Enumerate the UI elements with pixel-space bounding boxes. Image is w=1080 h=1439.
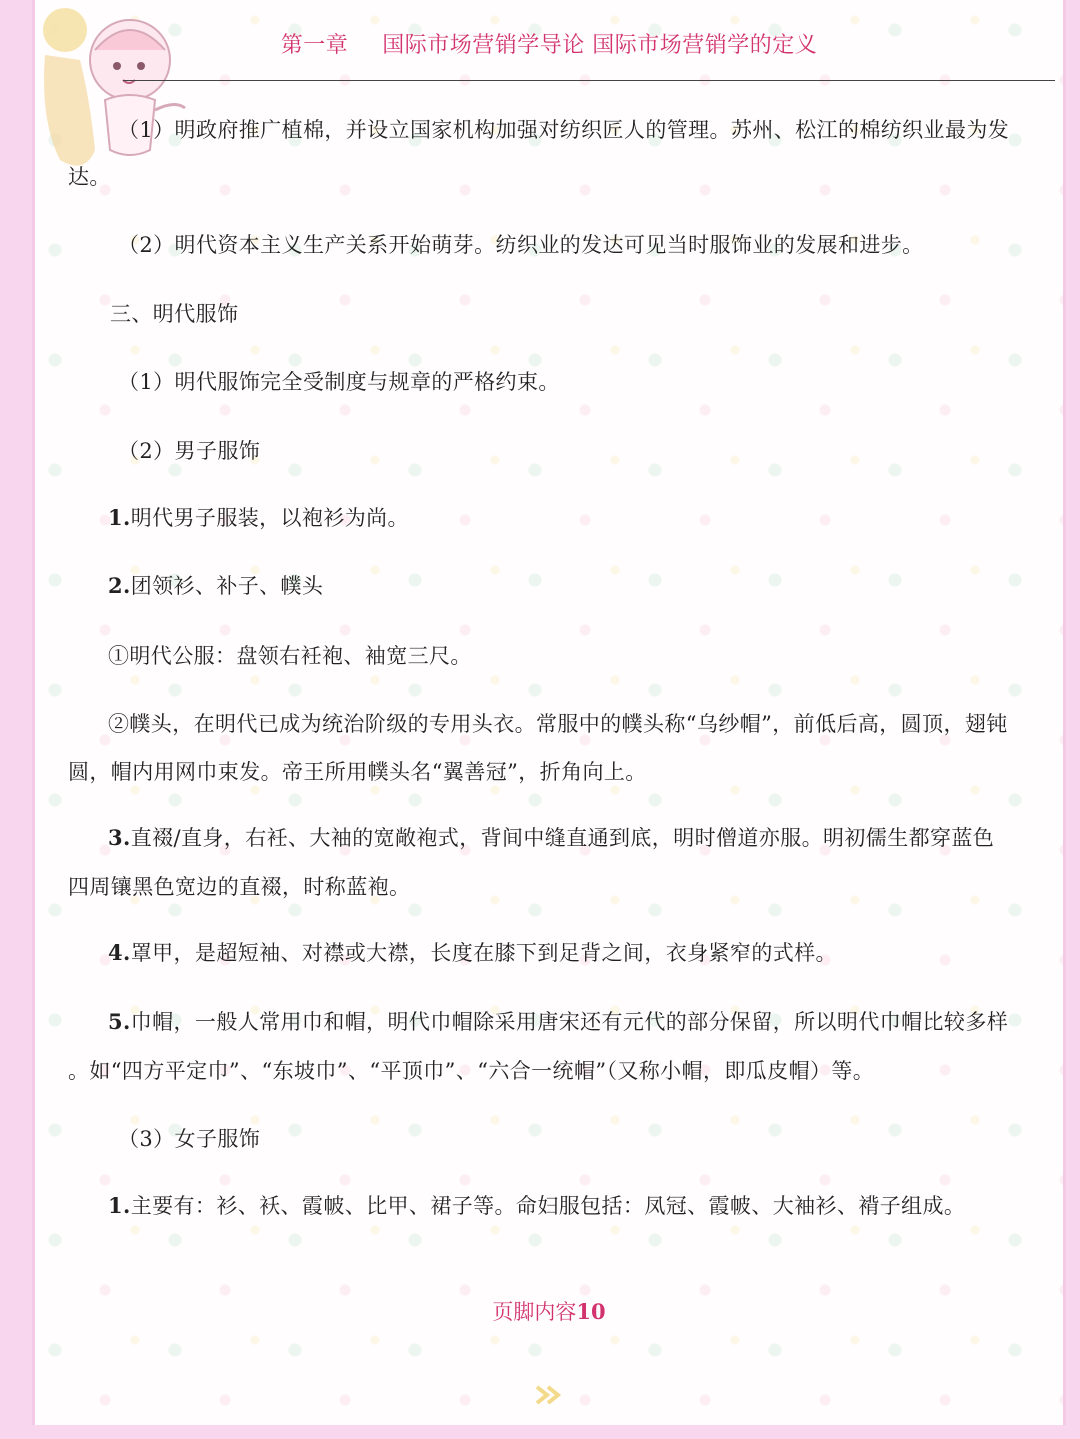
list-subitem: ①明代公服：盘领右衽袍、袖宽三尺。 (108, 644, 472, 668)
chapter-label: 第一章 (280, 33, 349, 58)
list-text-continued: 四周镶黑色宽边的直裰，时称蓝袍。 (68, 875, 411, 899)
list-item (108, 822, 994, 852)
list-number: 5. (108, 1009, 131, 1034)
section-heading: 三、明代服饰 (110, 302, 239, 326)
list-item (108, 1006, 1008, 1036)
page-footer (35, 1296, 1063, 1326)
list-text: 团领衫、补子、幞头 (130, 574, 324, 598)
list-item (108, 937, 837, 967)
footer-label: 页脚内容 (492, 1300, 577, 1324)
header-title: 国际市场营销学导论 国际市场营销学的定义 (382, 33, 818, 58)
subsection-heading: （2）男子服饰 (118, 439, 261, 463)
list-number: 3. (108, 825, 131, 850)
header-divider (123, 80, 1055, 81)
list-text: 罩甲，是超短袖、对襟或大襟，长度在膝下到足背之间，衣身紧窄的式样。 (130, 941, 837, 965)
page-number: 10 (576, 1299, 606, 1324)
subsection-heading: （3）女子服饰 (118, 1127, 261, 1151)
paragraph-line: （1）明政府推广植棉，并设立国家机构加强对纺织匠人的管理。苏州、松江的棉纺织业最为发 (118, 118, 1010, 142)
list-number: 1. (108, 505, 131, 530)
list-subitem: ②幞头，在明代已成为统治阶级的专用头衣。常服中的幞头称“乌纱帽”，前低后高，圆顶，翅钝 (108, 712, 1008, 736)
list-number: 2. (108, 573, 131, 598)
paragraph: （1）明代服饰完全受制度与规章的严格约束。 (118, 370, 560, 394)
list-item (108, 570, 323, 600)
list-text: 明代男子服装，以袍衫为尚。 (130, 506, 409, 530)
list-text: 主要有：衫、袄、霞帔、比甲、裙子等。命妇服包括：凤冠、霞帔、大袖衫、褙子组成。 (130, 1194, 966, 1218)
paragraph: （2）明代资本主义生产关系开始萌芽。纺织业的发达可见当时服饰业的发展和进步。 (118, 233, 924, 257)
list-item (108, 502, 409, 532)
list-text-continued: 。如“四方平定巾”、“东坡巾”、“平顶巾”、“六合一统帽”（又称小帽，即瓜皮帽）等。 (68, 1059, 875, 1083)
list-number: 4. (108, 940, 131, 965)
list-text: 巾帽，一般人常用巾和帽，明代巾帽除采用唐宋还有元代的部分保留，所以明代巾帽比较多样 (130, 1010, 1009, 1034)
page-header (35, 28, 1063, 59)
list-text: 直裰/直身，右衽、大袖的宽敞袍式，背间中缝直通到底，明时僧道亦服。明初儒生都穿蓝色 (130, 826, 995, 850)
paragraph-line: 达。 (68, 165, 111, 189)
list-subitem: 圆，帽内用网巾束发。帝王所用幞头名“翼善冠”，折角向上。 (68, 760, 647, 784)
list-number: 1. (108, 1193, 131, 1218)
list-item (108, 1190, 965, 1220)
double-chevron-right-icon (535, 1384, 563, 1406)
document-page (32, 0, 1066, 1425)
